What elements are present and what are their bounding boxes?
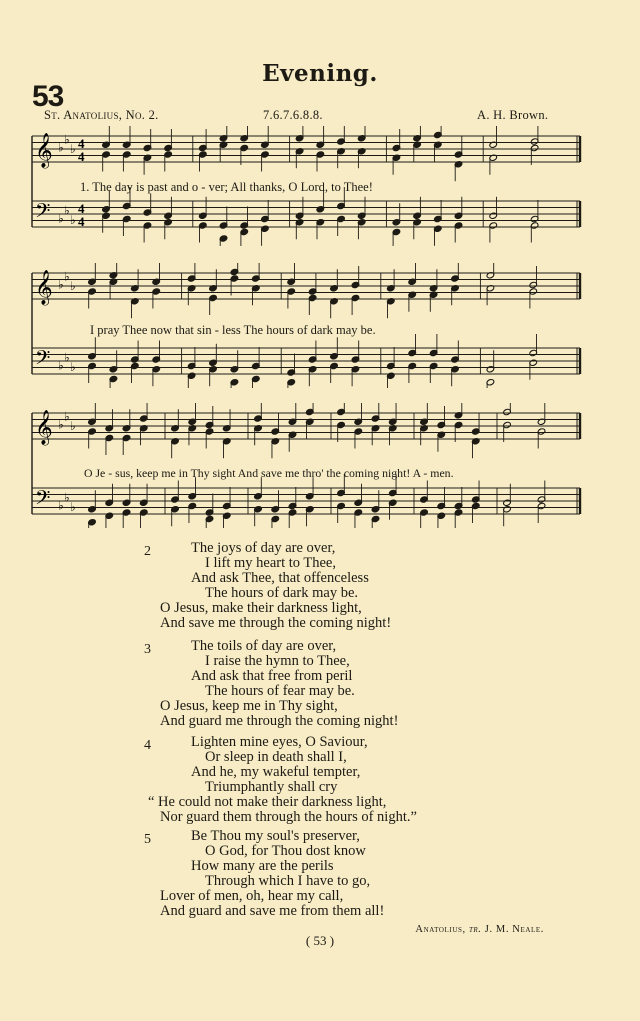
verse-line: Nor guard them through the hours of night.” (160, 809, 417, 825)
svg-text:♭: ♭ (70, 360, 76, 375)
lyric-line-1: 1. The day is past and o - ver; All thanks, O Lord, to Thee! (80, 180, 373, 194)
composer: A. H. Brown. (477, 108, 549, 122)
author-name: Anatolius, (415, 924, 466, 935)
svg-text:♭: ♭ (58, 498, 64, 513)
verse-line: O Jesus, keep me in Thy sight, (160, 698, 338, 714)
verse-line: I raise the hymn to Thee, (205, 653, 350, 669)
svg-text:♭: ♭ (64, 490, 70, 505)
svg-text:♭: ♭ (58, 277, 64, 292)
svg-text:𝄞: 𝄞 (35, 410, 53, 445)
verse-line: The joys of day are over, (191, 540, 336, 556)
svg-text:♭: ♭ (58, 358, 64, 373)
svg-text:♭: ♭ (64, 203, 70, 218)
verse-line: I lift my heart to Thee, (205, 555, 336, 571)
verse-number: 2 (144, 544, 151, 559)
svg-text:𝄢: 𝄢 (35, 486, 51, 514)
lyric-line-2: I pray Thee now that sin - less The hours of dark may be. (90, 323, 376, 337)
svg-text:♭: ♭ (64, 409, 70, 424)
meter: 7.6.7.6.8.8. (263, 108, 323, 122)
translator-name: J. M. Neale. (484, 924, 544, 935)
verse-line: And guard me through the coming night! (160, 713, 399, 729)
svg-text:𝄞: 𝄞 (35, 133, 53, 168)
hymn-number: 53 (32, 80, 64, 113)
tune-name: St. Anatolius, No. 2. (44, 108, 159, 122)
verse-line: O Jesus, make their darkness light, (160, 600, 362, 616)
verse-line: Triumphantly shall cry (205, 779, 338, 795)
verse-line: Be Thou my soul's preserver, (191, 828, 360, 844)
verse-line: Or sleep in death shall I, (205, 749, 347, 765)
svg-text:♭: ♭ (70, 500, 76, 515)
svg-text:♭: ♭ (70, 142, 76, 157)
verse-number: 4 (144, 738, 151, 753)
verse-line: Through which I have to go, (205, 873, 371, 889)
svg-text:4: 4 (78, 214, 85, 229)
verse-line: And save me through the coming night! (160, 615, 392, 631)
verse-line: The toils of day are over, (191, 638, 337, 654)
svg-text:♭: ♭ (70, 213, 76, 228)
verse-line: The hours of dark may be. (205, 585, 359, 601)
verse-line: O God, for Thou dost know (205, 843, 366, 859)
svg-text:♭: ♭ (58, 140, 64, 155)
verse-line: And guard and save me from them all! (160, 903, 385, 919)
svg-text:♭: ♭ (64, 269, 70, 284)
verse-line: And ask that free from peril (191, 668, 353, 684)
translator-prefix: tr. (468, 924, 482, 935)
svg-text:♭: ♭ (58, 211, 64, 226)
svg-text:♭: ♭ (70, 419, 76, 434)
svg-text:𝄢: 𝄢 (35, 199, 51, 227)
verse-number: 3 (144, 642, 151, 657)
svg-text:♭: ♭ (70, 279, 76, 294)
hymn-title: Evening. (262, 60, 378, 87)
svg-text:𝄢: 𝄢 (35, 346, 51, 374)
verse-line: Lighten mine eyes, O Saviour, (191, 734, 368, 750)
svg-text:♭: ♭ (64, 132, 70, 147)
verse-line: How many are the perils (191, 858, 334, 874)
verse-number: 5 (144, 832, 151, 847)
svg-text:♭: ♭ (64, 350, 70, 365)
verse-line: And ask Thee, that offenceless (191, 570, 369, 586)
page-number: ( 53 ) (305, 933, 335, 948)
svg-text:4: 4 (78, 149, 85, 164)
svg-text:♭: ♭ (58, 417, 64, 432)
verse-line: Lover of men, oh, hear my call, (160, 888, 344, 904)
svg-text:4: 4 (78, 201, 85, 216)
verse-line: The hours of fear may be. (205, 683, 355, 699)
verse-line: “ He could not make their darkness light, (148, 794, 387, 810)
svg-text:𝄞: 𝄞 (35, 270, 53, 305)
verse-line: And he, my wakeful tempter, (191, 764, 361, 780)
lyric-line-3: O Je - sus, keep me in Thy sight And save me thro' the coming night! A - men. (84, 466, 454, 480)
svg-text:4: 4 (78, 136, 85, 151)
